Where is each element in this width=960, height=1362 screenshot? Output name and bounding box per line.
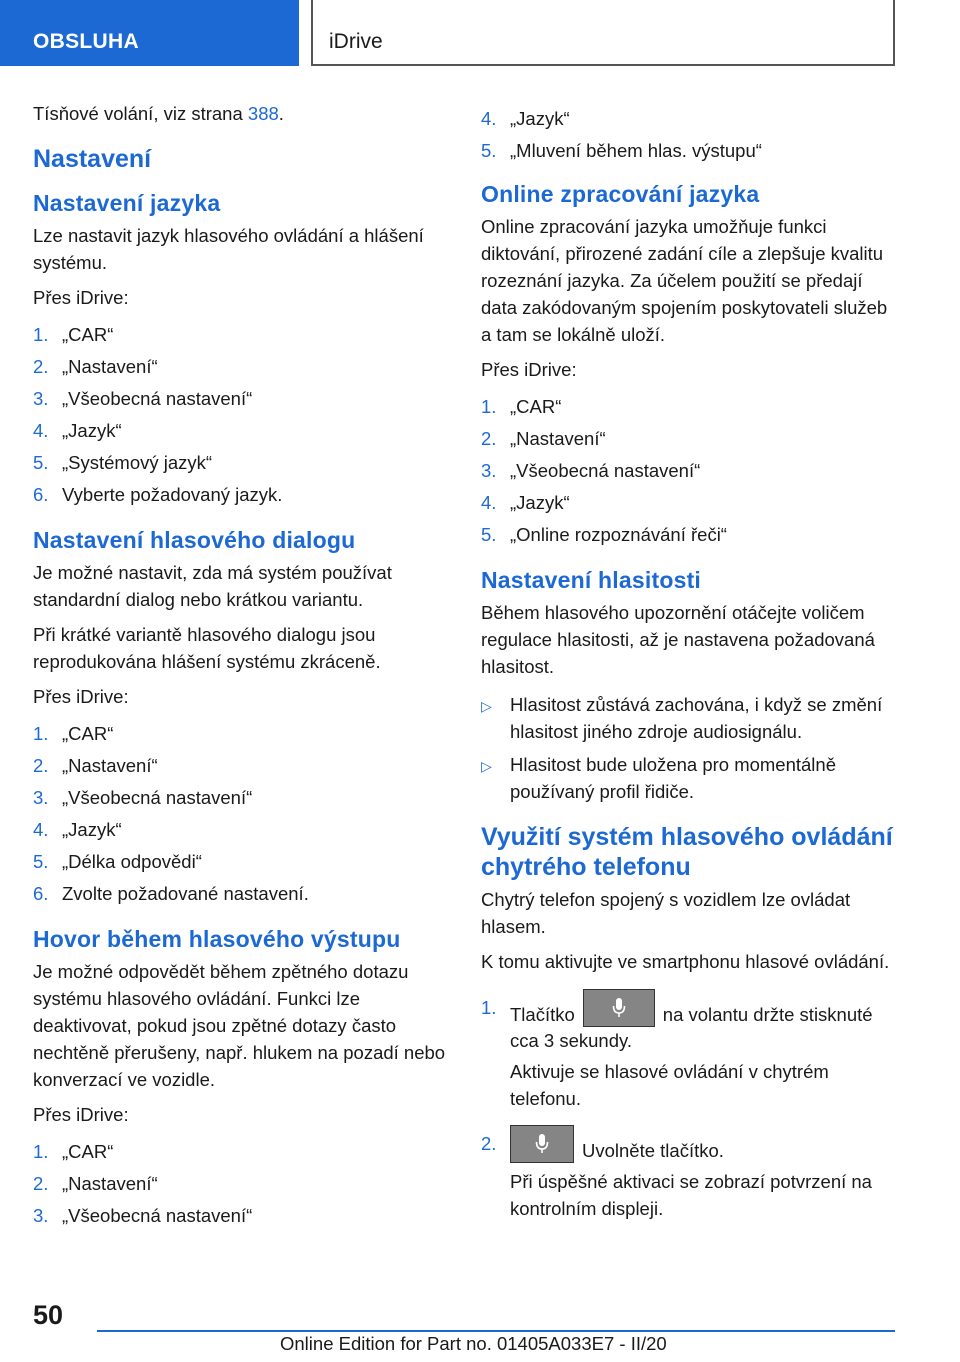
- heading-volume-settings: Nastavení hlasitosti: [481, 567, 702, 593]
- step-result: Aktivuje se hlasové ovládání v chytrém telefonu.: [510, 1061, 829, 1109]
- online-steps: [481, 391, 899, 551]
- footer-edition: Online Edition for Part no. 01405A033E7 - II/20: [280, 1333, 667, 1354]
- volume-description: Během hlasového upozornění otáčejte voličem regulace hlasitosti, až je nastavena požadovaná hlasitost.: [481, 602, 875, 677]
- voice-button[interactable]: [510, 1125, 574, 1163]
- list-item: 4. „Jazyk“: [481, 492, 570, 513]
- list-item: 3. „Všeobecná nastavení“: [481, 460, 701, 481]
- heading-online-processing: Online zpracování jazyka: [481, 181, 760, 207]
- list-item: 6. Vyberte požadovaný jazyk.: [33, 484, 283, 505]
- step-result: Při úspěšné aktivaci se zobrazí potvrzení na kontrolním displeji.: [510, 1171, 872, 1219]
- header-chapter: iDrive: [311, 0, 895, 66]
- list-item: 5. „Online rozpoznávání řeči“: [481, 524, 727, 545]
- list-item: 5. „Systémový jazyk“: [33, 452, 213, 473]
- right-column: [481, 103, 899, 1229]
- list-item: 4. „Jazyk“: [481, 108, 570, 129]
- call-steps-continued: [481, 103, 899, 167]
- left-column: [33, 100, 451, 1236]
- list-item: 1. „CAR“: [481, 396, 562, 417]
- list-item: 3. „Všeobecná nastavení“: [33, 787, 253, 808]
- microphone-icon: [612, 997, 626, 1019]
- list-item: 1. „CAR“: [33, 324, 114, 345]
- call-description: Je možné odpovědět během zpětného dotazu systému hlasového ovládání. Funkci lze deaktivovat, pokud jsou zpětné dotazy často nechtěně přerušeny, např. hlukem na pozadí nebo konverzací ve vozidle.: [33, 961, 446, 1090]
- language-via: Přes iDrive:: [33, 287, 129, 308]
- list-item: 4. „Jazyk“: [33, 420, 122, 441]
- triangle-bullet-icon: ▷: [481, 698, 492, 714]
- section-heading-settings: Nastavení: [33, 145, 152, 173]
- list-item: 3. „Všeobecná nastavení“: [33, 1205, 253, 1226]
- list-item: 6. Zvolte požadované nastavení.: [33, 883, 309, 904]
- list-item: 2. „Nastavení“: [33, 356, 158, 377]
- list-item: 2. „Nastavení“: [481, 428, 606, 449]
- list-item: 4. „Jazyk“: [33, 819, 122, 840]
- triangle-bullet-icon: ▷: [481, 758, 492, 774]
- call-via: Přes iDrive:: [33, 1104, 129, 1125]
- list-item: 1. „CAR“: [33, 723, 114, 744]
- list-item: 2. „Nastavení“: [33, 755, 158, 776]
- dialog-steps: [33, 718, 451, 910]
- header-section: OBSLUHA: [0, 0, 299, 66]
- list-item: 3. „Všeobecná nastavení“: [33, 388, 253, 409]
- volume-bullets: [481, 688, 899, 808]
- dialog-description-2: Při krátké variantě hlasového dialogu jsou reprodukována hlášení systému zkráceně.: [33, 624, 381, 672]
- list-item: 1. „CAR“: [33, 1141, 114, 1162]
- heading-language-settings: Nastavení jazyka: [33, 190, 221, 216]
- footer-divider: [97, 1330, 895, 1332]
- dialog-via: Přes iDrive:: [33, 686, 129, 707]
- heading-voice-dialog: Nastavení hlasového dialogu: [33, 527, 356, 553]
- phone-steps: [481, 983, 899, 1225]
- list-item: 1. Tlačítko na volantu držte stisknuté cca 3 sekundy. Aktivuje se hlasové ovládání v chytrém telefonu.: [481, 983, 899, 1115]
- language-description: Lze nastavit jazyk hlasového ovládání a hlášení systému.: [33, 225, 424, 273]
- online-via: Přes iDrive:: [481, 359, 577, 380]
- call-steps: [33, 1136, 451, 1232]
- heading-call-during-output: Hovor během hlasového výstupu: [33, 926, 401, 952]
- list-item: 2. „Nastavení“: [33, 1173, 158, 1194]
- list-item: ▷ Hlasitost zůstává zachována, i když se změní hlasitost jiného zdroje audiosignálu.: [481, 688, 899, 748]
- page-number: 50: [33, 1300, 64, 1330]
- online-description: Online zpracování jazyka umožňuje funkci diktování, přirozené zadání cíle a zlepšuje kvalitu rozeznání jazyka. Za účelem použití se předají data zakódovaným spojením poskytovateli služeb a tam se lokálně uloží.: [481, 216, 888, 345]
- phone-description-2: K tomu aktivujte ve smartphonu hlasové ovládání.: [481, 951, 890, 972]
- voice-button[interactable]: [583, 989, 655, 1027]
- list-item: 5. „Mluvení během hlas. výstupu“: [481, 140, 762, 161]
- microphone-icon: [535, 1133, 549, 1155]
- dialog-description-1: Je možné nastavit, zda má systém používat standardní dialog nebo krátkou variantu.: [33, 562, 392, 610]
- list-item: ▷ Hlasitost bude uložena pro momentálně používaný profil řidiče.: [481, 748, 899, 808]
- intro-paragraph: Tísňové volání, viz strana 388.: [33, 103, 284, 124]
- heading-smartphone-voice: Využití systém hlasového ovládání chytrého telefonu: [481, 823, 893, 881]
- list-item: 2. Uvolněte tlačítko. Při úspěšné aktivaci se zobrazí potvrzení na kontrolním displeji.: [481, 1115, 899, 1225]
- page-reference-link[interactable]: 388: [247, 103, 279, 124]
- phone-description-1: Chytrý telefon spojený s vozidlem lze ovládat hlasem.: [481, 889, 851, 937]
- list-item: 5. „Délka odpovědi“: [33, 851, 202, 872]
- language-steps: [33, 319, 451, 511]
